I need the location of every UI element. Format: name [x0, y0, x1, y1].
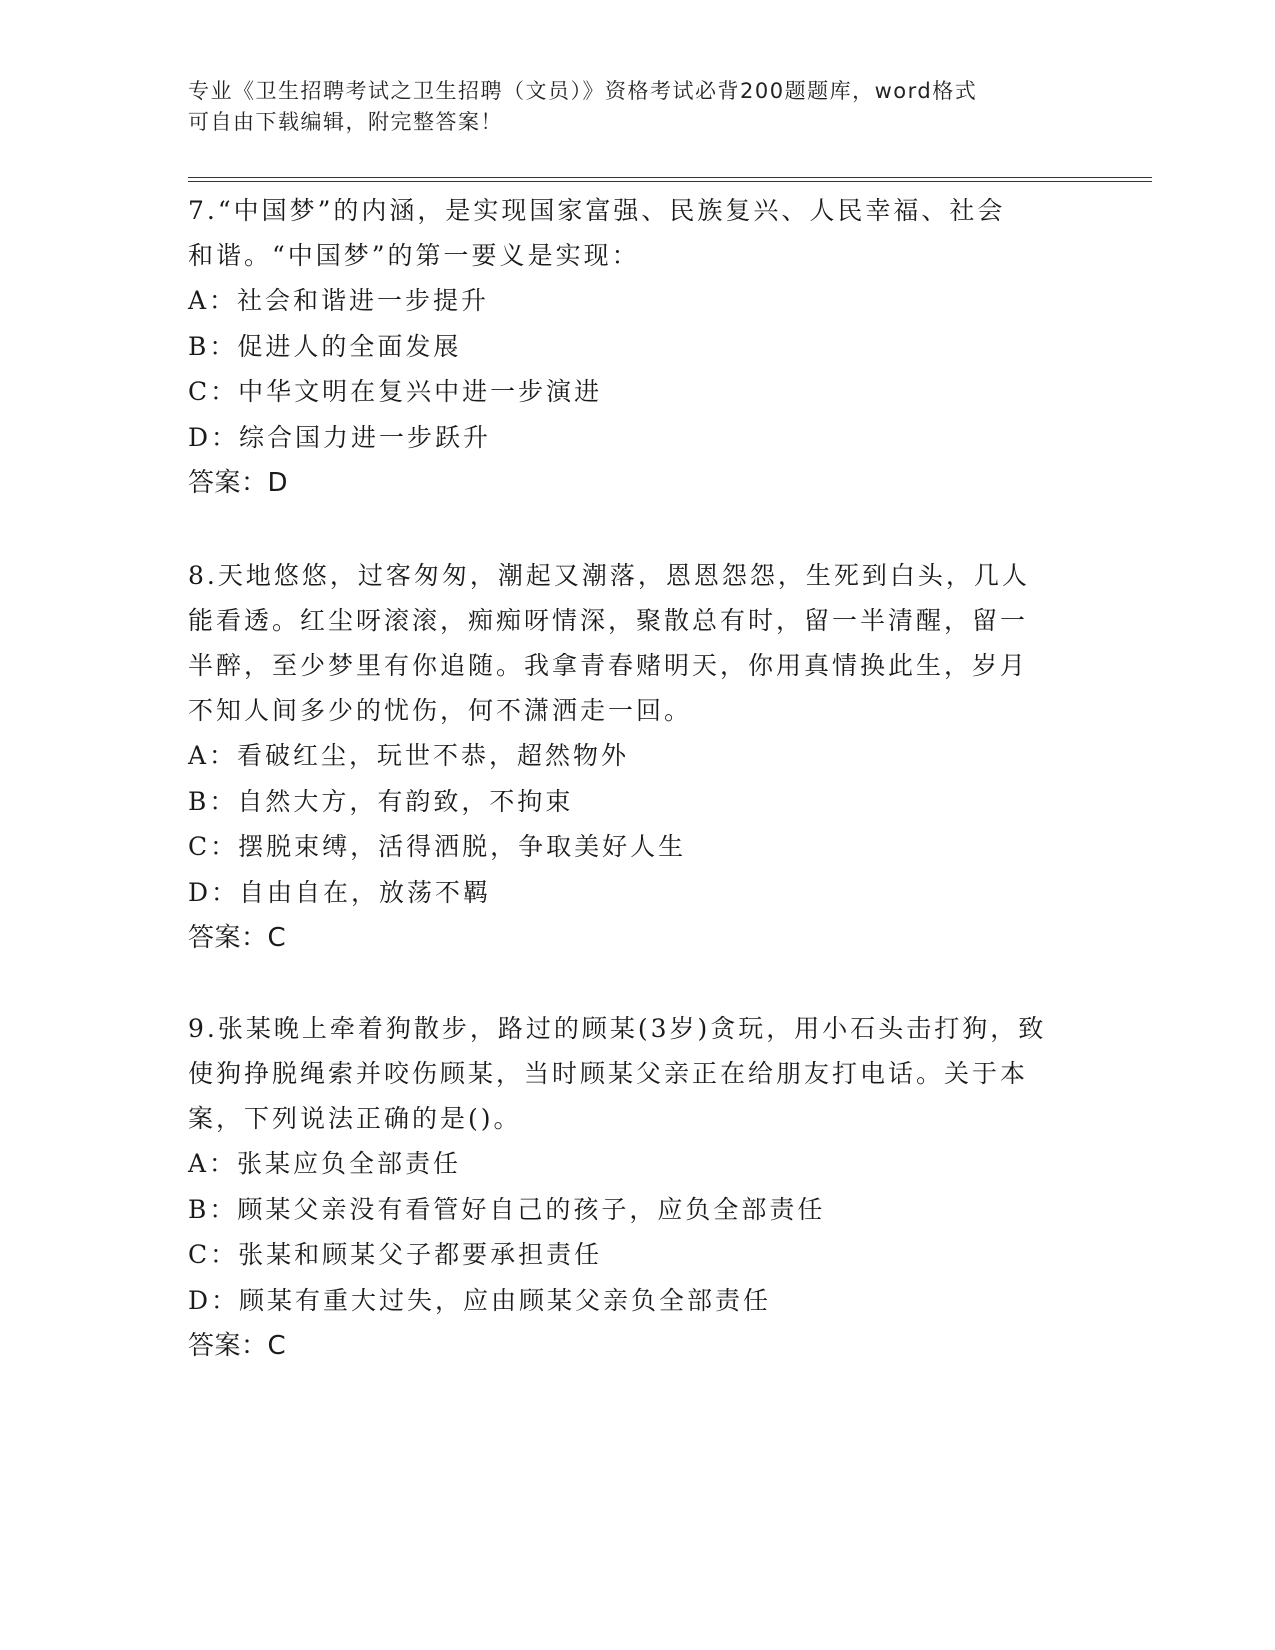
question-stem-line: 半醉，至少梦里有你追随。我拿青春赌明天，你用真情换此生，岁月 — [188, 651, 1029, 680]
option-c: C：张某和顾某父子都要承担责任 — [188, 1240, 603, 1269]
option-d: D：自由自在，放荡不羁 — [188, 877, 492, 907]
option-d: D：综合国力进一步跃升 — [188, 422, 492, 452]
document-header — [188, 76, 1068, 138]
question-stem-line: 和谐。“中国梦”的第一要义是实现： — [188, 241, 640, 270]
option-a: A：张某应负全部责任 — [188, 1149, 462, 1178]
answer-label: 答案：C — [188, 923, 287, 953]
answer-label: 答案：D — [188, 468, 289, 498]
question-stem-line: 不知人间多少的忧伤，何不潇洒走一回。 — [188, 696, 693, 725]
question-stem-line: 使狗挣脱绳索并咬伤顾某，当时顾某父亲正在给朋友打电话。关于本 — [188, 1059, 1029, 1088]
option-b: B：自然大方，有韵致，不拘束 — [188, 786, 574, 816]
question-block — [188, 1006, 1088, 1369]
header-line: 可自由下载编辑，附完整答案！ — [188, 110, 503, 134]
option-a: A：看破红尘，玩世不恭，超然物外 — [188, 741, 630, 770]
question-block — [188, 188, 1088, 506]
question-stem-line: 能看透。红尘呀滚滚，痴痴呀情深，聚散总有时，留一半清醒，留一 — [188, 606, 1029, 635]
option-c: C：摆脱束缚，活得洒脱，争取美好人生 — [188, 832, 687, 861]
option-a: A：社会和谐进一步提升 — [188, 286, 490, 315]
question-stem-line: 7.“中国梦”的内涵，是实现国家富强、民族复兴、人民幸福、社会 — [188, 196, 1006, 225]
header-divider — [188, 181, 1152, 182]
answer-label: 答案：C — [188, 1331, 287, 1361]
option-b: B：顾某父亲没有看管好自己的孩子，应负全部责任 — [188, 1194, 826, 1224]
option-b: B：促进人的全面发展 — [188, 331, 462, 361]
question-block — [188, 553, 1088, 961]
question-stem-line: 案，下列说法正确的是()。 — [188, 1104, 522, 1133]
option-c: C：中华文明在复兴中进一步演进 — [188, 377, 603, 406]
header-line: 专业《卫生招聘考试之卫生招聘（文员）》资格考试必背200题题库，word格式 — [188, 79, 978, 103]
header-divider — [188, 177, 1152, 178]
option-d: D：顾某有重大过失，应由顾某父亲负全部责任 — [188, 1285, 772, 1315]
question-stem-line: 8.天地悠悠，过客匆匆，潮起又潮落，恩恩怨怨，生死到白头，几人 — [188, 561, 1030, 590]
question-stem-line: 9.张某晚上牵着狗散步，路过的顾某(3岁)贪玩，用小石头击打狗，致 — [188, 1014, 1047, 1043]
